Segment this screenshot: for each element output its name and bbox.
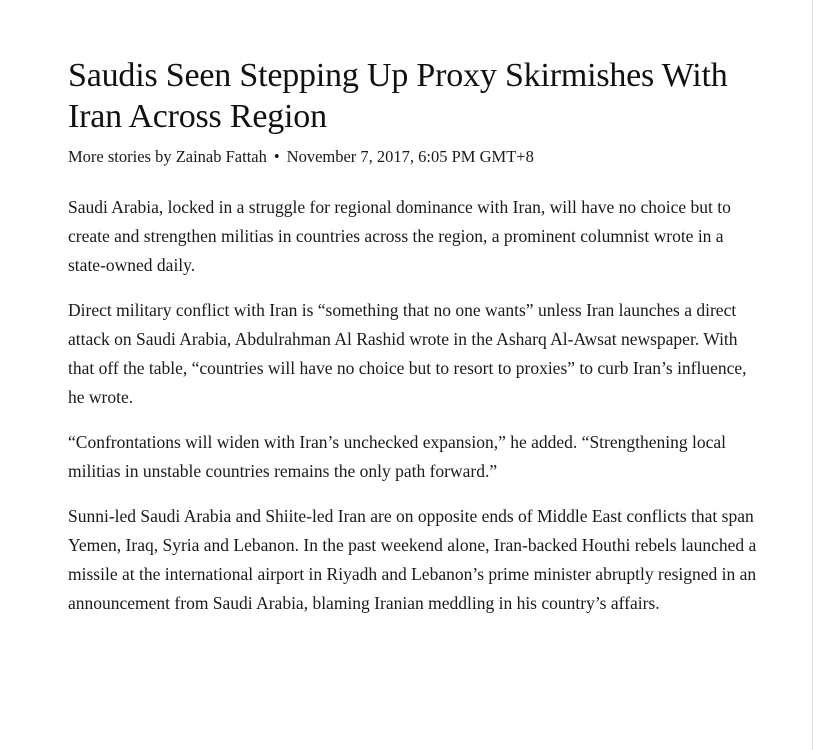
publish-timestamp: November 7, 2017, 6:05 PM GMT+8 xyxy=(286,147,534,166)
body-paragraph: “Confrontations will widen with Iran’s unchecked expansion,” he added. “Strengthening local militias in unstable countries remains the only path forward.” xyxy=(68,432,727,481)
article-body xyxy=(68,193,758,618)
article xyxy=(68,55,758,634)
body-paragraph: Direct military conflict with Iran is “something that no one wants” unless Iran launches a direct attack on Saudi Arabia, Abdulrahman Al Rashid wrote in the Asharq Al-Awsat newspaper. With that off the table, “countries will have no choice but to resort to proxies” to curb Iran’s influence, he wrote. xyxy=(68,300,747,407)
body-paragraph: Sunni-led Saudi Arabia and Shiite-led Iran are on opposite ends of Middle East conflicts that span Yemen, Iraq, Syria and Lebanon. In the past weekend alone, Iran-backed Houthi rebels launched a missile at the international airport in Riyadh and Lebanon’s prime minister abruptly resigned in an announcement from Saudi Arabia, blaming Iranian meddling in his country’s affairs. xyxy=(68,506,757,613)
byline xyxy=(68,146,758,168)
article-headline: Saudis Seen Stepping Up Proxy Skirmishes With Iran Across Region xyxy=(68,57,728,135)
body-paragraph: Saudi Arabia, locked in a struggle for regional dominance with Iran, will have no choice but to create and strengthen militias in countries across the region, a prominent columnist wrote in a state-owned daily. xyxy=(68,197,731,275)
author-stories-link[interactable]: More stories by Zainab Fattah xyxy=(68,147,267,166)
byline-separator: • xyxy=(273,147,280,166)
